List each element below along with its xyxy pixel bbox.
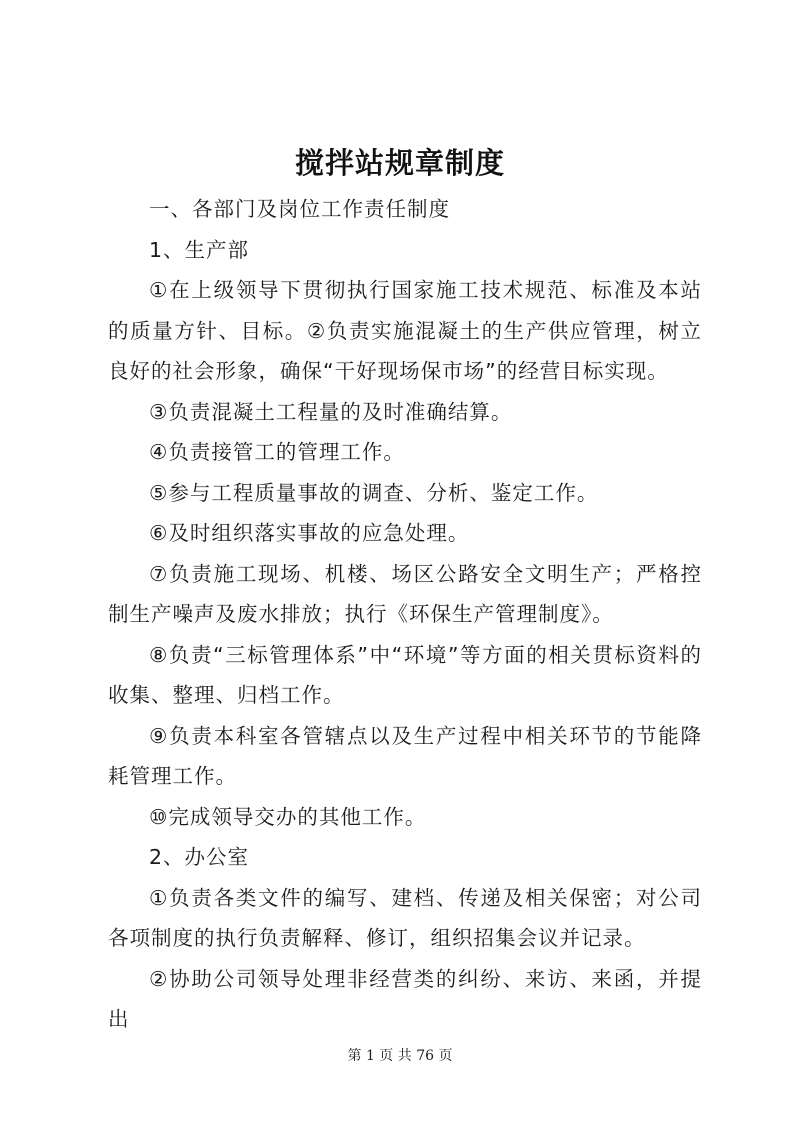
paragraph: ②协助公司领导处理非经营类的纠纷、来访、来函，并提出: [108, 966, 702, 1031]
paragraph: ⑥及时组织落实事故的应急处理。: [149, 521, 470, 545]
paragraph: ⑤参与工程质量事故的调查、分析、鉴定工作。: [149, 480, 599, 505]
subsection-heading-production: 1、生产部: [149, 237, 250, 262]
paragraph: ③负责混凝土工程量的及时准确结算。: [149, 399, 513, 424]
paragraph: ⑧负责“三标管理体系”中“环境”等方面的相关贯标资料的收集、整理、归档工作。: [108, 642, 702, 707]
paragraph: ④负责接管工的管理工作。: [149, 440, 405, 464]
subsection-heading-office: 2、办公室: [149, 845, 250, 869]
document-body: [108, 189, 702, 1040]
page-footer: 第 1 页 共 76 页: [347, 1048, 453, 1064]
paragraph: ①在上级领导下贯彻执行国家施工技术规范、标准及本站的质量方针、目标。②负责实施混凝土的生产供应管理，树立良好的社会形象，确保“干好现场保市场”的经营目标实现。: [108, 278, 702, 383]
paragraph: ①负责各类文件的编写、建档、传递及相关保密；对公司各项制度的执行负责解释、修订，组织招集会议并记录。: [108, 885, 702, 950]
paragraph: ⑦负责施工现场、机楼、场区公路安全文明生产；严格控制生产噪声及废水排放；执行《环保生产管理制度》。: [108, 561, 702, 626]
paragraph: ⑩完成领导交办的其他工作。: [149, 804, 427, 829]
paragraph: ⑨负责本科室各管辖点以及生产过程中相关环节的节能降耗管理工作。: [108, 723, 702, 788]
section-heading: 一、各部门及岗位工作责任制度: [149, 197, 450, 221]
page-title: 搅拌站规章制度: [294, 146, 505, 180]
